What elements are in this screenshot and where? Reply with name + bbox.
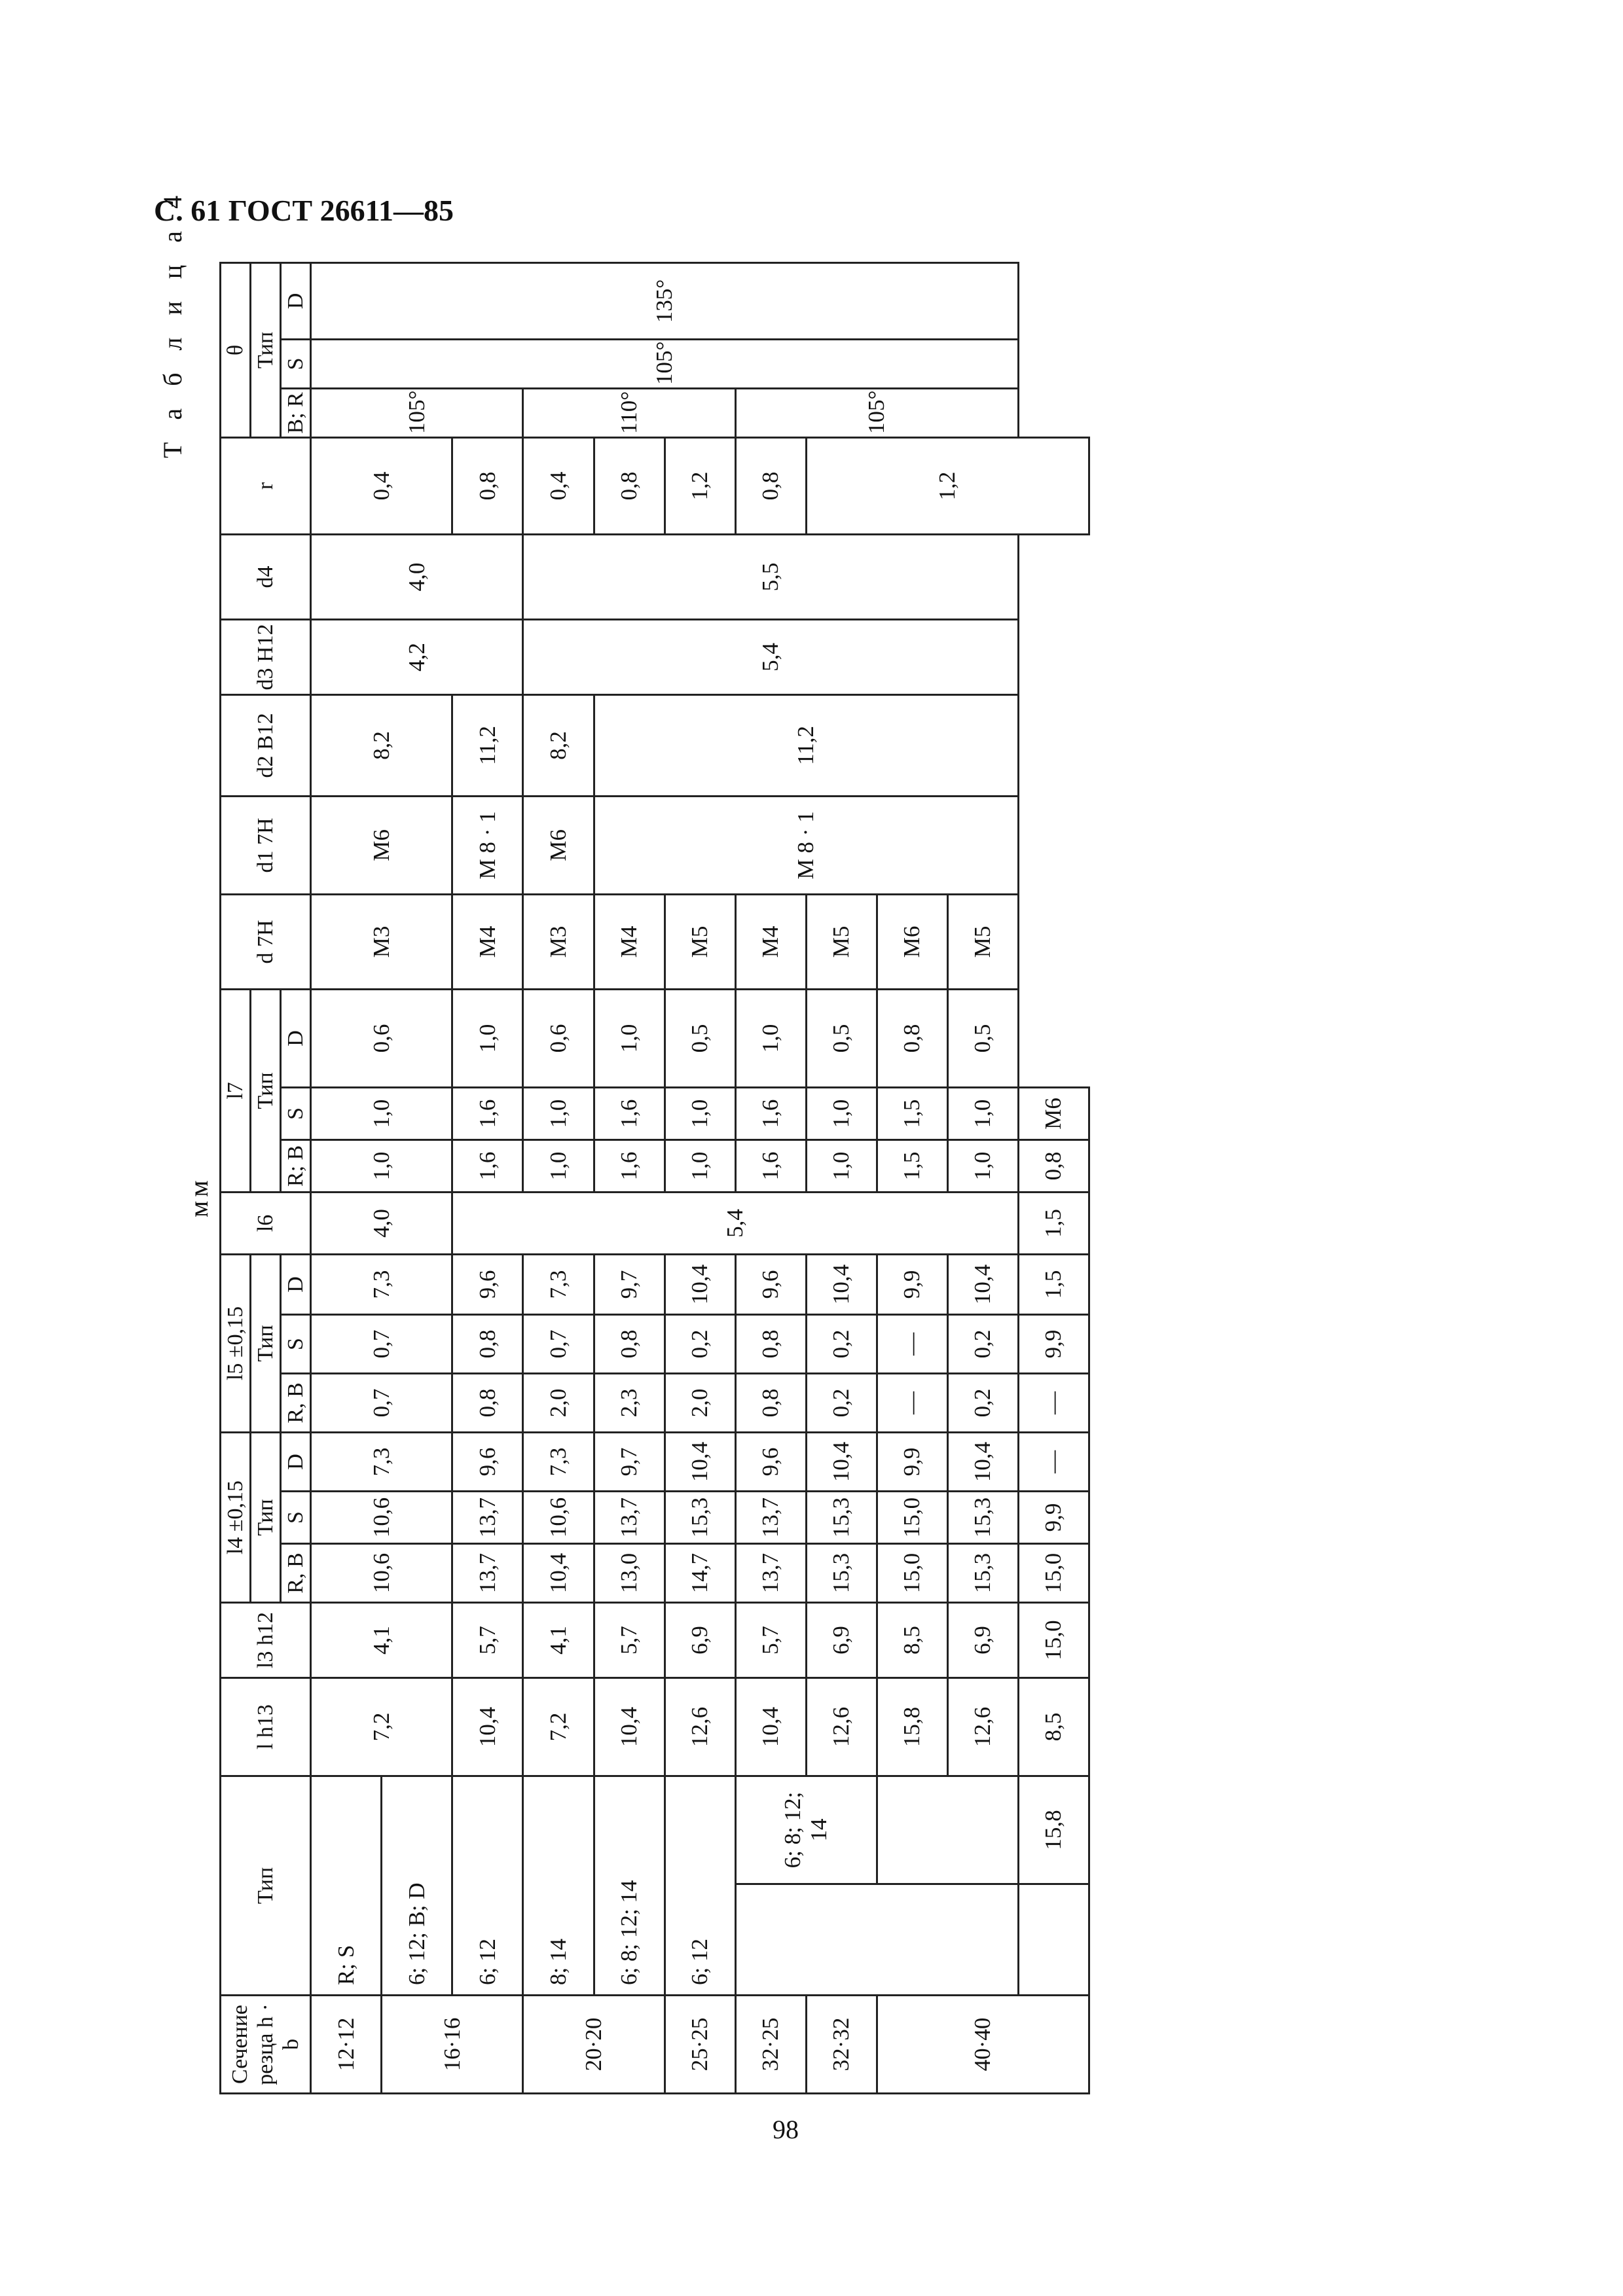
cell-l5-d: 7,3 <box>523 1254 594 1314</box>
cell-l5-rb: — <box>877 1373 947 1432</box>
cell-l: 7,2 <box>311 1678 452 1776</box>
cell-l3: 6,9 <box>947 1603 1018 1678</box>
cell-l5-rb: — <box>1018 1432 1089 1491</box>
cell-l5-rb: 0,2 <box>947 1373 1018 1432</box>
table-row <box>311 263 382 2094</box>
header-theta: θ <box>221 263 251 438</box>
cell-l5-d: 9,9 <box>1018 1314 1089 1373</box>
header-d: d 7H <box>221 894 311 989</box>
cell-type: 6; 12 <box>665 1776 735 1996</box>
cell-l7-rb: 1,5 <box>877 1139 947 1192</box>
cell-l7-s: 1,6 <box>594 1087 665 1139</box>
units-label: мм <box>184 1176 213 1217</box>
cell-l4-d: 10,4 <box>806 1432 877 1491</box>
cell-l4-rb: 13,7 <box>452 1544 523 1603</box>
cell-d: M3 <box>311 894 452 989</box>
cell-l5-rb: 0,8 <box>735 1373 806 1432</box>
cell-l4-rb: 13,0 <box>594 1544 665 1603</box>
cell-l7-s: 1,5 <box>1018 1192 1089 1254</box>
header-theta-type: Тип <box>251 263 281 438</box>
cell-l5-rb: 2,3 <box>594 1373 665 1432</box>
cell-l7-d: 1,0 <box>735 989 806 1087</box>
cell-l7-s: 1,0 <box>311 1087 452 1139</box>
cell-l4-d: 7,3 <box>311 1432 452 1491</box>
cell-section: 20·20 <box>523 1996 665 2094</box>
header-l4-s: S <box>281 1492 311 1544</box>
cell-l3: 8,5 <box>1018 1678 1089 1776</box>
cell-theta-br: 105° <box>311 388 523 437</box>
header-d1: d1 7H <box>221 796 311 894</box>
cell-d: M5 <box>947 894 1018 989</box>
cell-d: M5 <box>806 894 877 989</box>
cell-l7-d: 0,5 <box>665 989 735 1087</box>
cell-l4-rb: 10,4 <box>523 1544 594 1603</box>
cell-l4-s: 15,0 <box>1018 1544 1089 1603</box>
cell-section: 25·25 <box>665 1996 735 2094</box>
cell-l7-d: 0,8 <box>1018 1139 1089 1192</box>
cell-type: 6; 8; 12; 14 <box>594 1776 665 1996</box>
cell-l7-rb: 1,0 <box>806 1139 877 1192</box>
header-l7-type: Тип <box>251 989 281 1192</box>
cell-r: 0,8 <box>594 437 665 534</box>
cell-l5-s: 0,2 <box>665 1314 735 1373</box>
header-d2: d2 B12 <box>221 694 311 796</box>
cell-l7-d: 0,5 <box>947 989 1018 1087</box>
cell-l: 15,8 <box>877 1678 947 1776</box>
cell-l4-s: 15,0 <box>877 1492 947 1544</box>
header-l5-type: Тип <box>251 1254 281 1432</box>
cell-l: 15,8 <box>1018 1776 1089 1884</box>
cell-type: 8; 14 <box>523 1776 594 1996</box>
cell-l5-s: — <box>1018 1373 1089 1432</box>
cell-d2: 8,2 <box>311 694 452 796</box>
header-l3: l3 h12 <box>221 1603 311 1678</box>
cell-l: 10,4 <box>594 1678 665 1776</box>
cell-l3: 6,9 <box>806 1603 877 1678</box>
cell-l5-d: 9,6 <box>735 1254 806 1314</box>
cell-type-empty <box>735 1884 1018 1996</box>
cell-l7-s: 1,6 <box>452 1087 523 1139</box>
cell-l5-rb: 0,2 <box>806 1373 877 1432</box>
header-theta-br: B; R <box>281 388 311 437</box>
cell-l4-rb: 14,7 <box>665 1544 735 1603</box>
cell-l4-s: 10,6 <box>523 1492 594 1544</box>
cell-l: 12,6 <box>947 1678 1018 1776</box>
cell-l7-rb: 1,0 <box>947 1139 1018 1192</box>
cell-l7-s: 1,0 <box>523 1087 594 1139</box>
cell-r: 0,4 <box>311 437 452 534</box>
cell-l4-d: 9,9 <box>877 1432 947 1491</box>
header-d4: d4 <box>221 534 311 619</box>
cell-l4-d: 9,9 <box>1018 1492 1089 1544</box>
cell-d: M6 <box>1018 1087 1089 1139</box>
cell-d2: 11,2 <box>452 694 523 796</box>
header-l7-rb: R; B <box>281 1139 311 1192</box>
cell-type: R; S <box>311 1776 382 1996</box>
header-l5-d: D <box>281 1254 311 1314</box>
cell-d3: 4,2 <box>311 619 523 694</box>
table-row <box>523 263 594 2094</box>
cell-l7-d: 0,8 <box>877 989 947 1087</box>
cell-section: 16·16 <box>382 1996 523 2094</box>
cell-l7-rb: 1,0 <box>311 1139 452 1192</box>
cell-l4-rb: 13,7 <box>735 1544 806 1603</box>
cell-l4-d: 9,6 <box>452 1432 523 1491</box>
header-r: r <box>221 437 311 534</box>
cell-l7-rb: 1,6 <box>735 1139 806 1192</box>
cell-l3: 5,7 <box>735 1603 806 1678</box>
cell-l4-d: 7,3 <box>523 1432 594 1491</box>
cell-section: 32·32 <box>806 1996 877 2094</box>
cell-l: 12,6 <box>665 1678 735 1776</box>
header-l5-rb: R, B <box>281 1373 311 1432</box>
parameters-table <box>219 262 1090 2094</box>
cell-l7-d: 0,6 <box>523 989 594 1087</box>
cell-l5-rb: 2,0 <box>665 1373 735 1432</box>
cell-l5-d: 10,4 <box>806 1254 877 1314</box>
cell-d4: 4,0 <box>311 534 523 619</box>
cell-l7-s: 1,5 <box>877 1087 947 1139</box>
cell-d: M4 <box>452 894 523 989</box>
cell-d1: M6 <box>311 796 452 894</box>
cell-l4-rb: 15,3 <box>806 1544 877 1603</box>
table-caption: Т а б л и ц а 4 <box>158 187 187 458</box>
cell-type-empty <box>877 1776 1018 1884</box>
cell-l: 7,2 <box>523 1678 594 1776</box>
cell-l: 10,4 <box>452 1678 523 1776</box>
table-container <box>219 262 1090 2094</box>
cell-l5-s: 0,2 <box>806 1314 877 1373</box>
cell-l3: 5,7 <box>452 1603 523 1678</box>
cell-r: 1,2 <box>806 437 1089 534</box>
page-header: С. 61 ГОСТ 26611—85 <box>154 194 454 227</box>
cell-d2: 8,2 <box>523 694 594 796</box>
cell-d: M4 <box>594 894 665 989</box>
header-l7: l7 <box>221 989 251 1192</box>
cell-type-empty <box>1018 1884 1089 1996</box>
cell-r: 0,8 <box>452 437 523 534</box>
cell-l5-d: 10,4 <box>947 1254 1018 1314</box>
cell-l7-s: 1,0 <box>665 1087 735 1139</box>
table-row <box>1018 263 1089 2094</box>
cell-l3: 8,5 <box>877 1603 947 1678</box>
cell-l4-rb: 15,3 <box>947 1544 1018 1603</box>
header-l4-d: D <box>281 1432 311 1491</box>
cell-l4-s: 15,3 <box>806 1492 877 1544</box>
cell-l5-d: 9,9 <box>877 1254 947 1314</box>
cell-l4-d: 10,4 <box>947 1432 1018 1491</box>
header-l: l h13 <box>221 1678 311 1776</box>
header-l5: l5 ±0,15 <box>221 1254 251 1432</box>
cell-theta-br: 110° <box>523 388 735 437</box>
cell-l5-s: 0,7 <box>523 1314 594 1373</box>
cell-l5-s: 0,8 <box>594 1314 665 1373</box>
header-theta-d: D <box>281 263 311 340</box>
cell-l4-d: 10,4 <box>665 1432 735 1491</box>
cell-d: M3 <box>523 894 594 989</box>
cell-l7-s: 1,0 <box>947 1087 1018 1139</box>
cell-theta-br: 105° <box>735 388 1018 437</box>
cell-l4-rb: 15,0 <box>1018 1603 1089 1678</box>
header-type: Тип <box>221 1776 311 1996</box>
cell-r: 0,8 <box>735 437 806 534</box>
cell-l7-rb: 1,0 <box>523 1139 594 1192</box>
cell-l7-d: 1,0 <box>452 989 523 1087</box>
header-d3: d3 H12 <box>221 619 311 694</box>
cell-l4-s: 10,6 <box>311 1492 452 1544</box>
cell-d1: M6 <box>523 796 594 894</box>
cell-l5-d: 10,4 <box>665 1254 735 1314</box>
cell-l4-rb: 10,6 <box>311 1544 452 1603</box>
cell-d2: 11,2 <box>594 694 1018 796</box>
cell-l5-s: 0,7 <box>311 1314 452 1373</box>
cell-l4-s: 15,3 <box>947 1492 1018 1544</box>
cell-l5-s: — <box>877 1314 947 1373</box>
cell-l7-s: 1,6 <box>735 1087 806 1139</box>
cell-type: 6; 8; 12; 14 <box>735 1776 877 1884</box>
cell-d3: 5,4 <box>523 619 1018 694</box>
cell-l5-d: 9,7 <box>594 1254 665 1314</box>
cell-l4-s: 13,7 <box>452 1492 523 1544</box>
cell-l7-d: 0,6 <box>311 989 452 1087</box>
cell-l7-rb: 1,6 <box>594 1139 665 1192</box>
cell-l7-d: 1,0 <box>594 989 665 1087</box>
header-l4-rb: R, B <box>281 1544 311 1603</box>
cell-l6: 5,4 <box>452 1192 1019 1254</box>
cell-d: M4 <box>735 894 806 989</box>
page-number: 98 <box>773 2115 799 2144</box>
cell-l3: 4,1 <box>311 1603 452 1678</box>
header-l4: l4 ±0,15 <box>221 1432 251 1602</box>
cell-r: 1,2 <box>665 437 735 534</box>
cell-l5-rb: 2,0 <box>523 1373 594 1432</box>
cell-type: 6; 12; B; D <box>382 1776 452 1996</box>
cell-l5-rb: 0,7 <box>311 1373 452 1432</box>
header-l7-s: S <box>281 1087 311 1139</box>
cell-l3: 4,1 <box>523 1603 594 1678</box>
cell-l6: 4,0 <box>311 1192 452 1254</box>
cell-l4-s: 15,3 <box>665 1492 735 1544</box>
header-l6: l6 <box>221 1192 311 1254</box>
cell-l3: 6,9 <box>665 1603 735 1678</box>
cell-l: 12,6 <box>806 1678 877 1776</box>
cell-l4-s: 13,7 <box>594 1492 665 1544</box>
cell-l5-d: 7,3 <box>311 1254 452 1314</box>
cell-l7-d: 0,5 <box>806 989 877 1087</box>
cell-section: 40·40 <box>877 1996 1089 2094</box>
cell-l5-s: 0,8 <box>452 1314 523 1373</box>
header-l7-d: D <box>281 989 311 1087</box>
cell-l4-rb: 15,0 <box>877 1544 947 1603</box>
cell-d: M5 <box>665 894 735 989</box>
header-l5-s: S <box>281 1314 311 1373</box>
cell-d1: M 8 · 1 <box>452 796 523 894</box>
cell-d4: 5,5 <box>523 534 1018 619</box>
cell-l7-rb: 1,5 <box>1018 1254 1089 1314</box>
cell-theta-s: 105° <box>311 339 1019 388</box>
cell-l: 10,4 <box>735 1678 806 1776</box>
cell-d1: M 8 · 1 <box>594 796 1018 894</box>
cell-l7-rb: 1,6 <box>452 1139 523 1192</box>
cell-l7-s: 1,0 <box>806 1087 877 1139</box>
cell-type: 6; 12 <box>452 1776 523 1996</box>
header-l4-type: Тип <box>251 1432 281 1602</box>
cell-section: 12·12 <box>311 1996 382 2094</box>
cell-d: M6 <box>877 894 947 989</box>
cell-section: 32·25 <box>735 1996 806 2094</box>
cell-l5-d: 9,6 <box>452 1254 523 1314</box>
header-section: Сечение резца h · b <box>221 1996 311 2094</box>
cell-l5-s: 0,2 <box>947 1314 1018 1373</box>
cell-l3: 5,7 <box>594 1603 665 1678</box>
cell-l4-d: 9,6 <box>735 1432 806 1491</box>
cell-l4-d: 9,7 <box>594 1432 665 1491</box>
cell-theta-d: 135° <box>311 263 1019 340</box>
cell-l5-rb: 0,8 <box>452 1373 523 1432</box>
cell-l7-rb: 1,0 <box>665 1139 735 1192</box>
cell-l4-s: 13,7 <box>735 1492 806 1544</box>
cell-r: 0,4 <box>523 437 594 534</box>
cell-l5-s: 0,8 <box>735 1314 806 1373</box>
header-theta-s: S <box>281 339 311 388</box>
